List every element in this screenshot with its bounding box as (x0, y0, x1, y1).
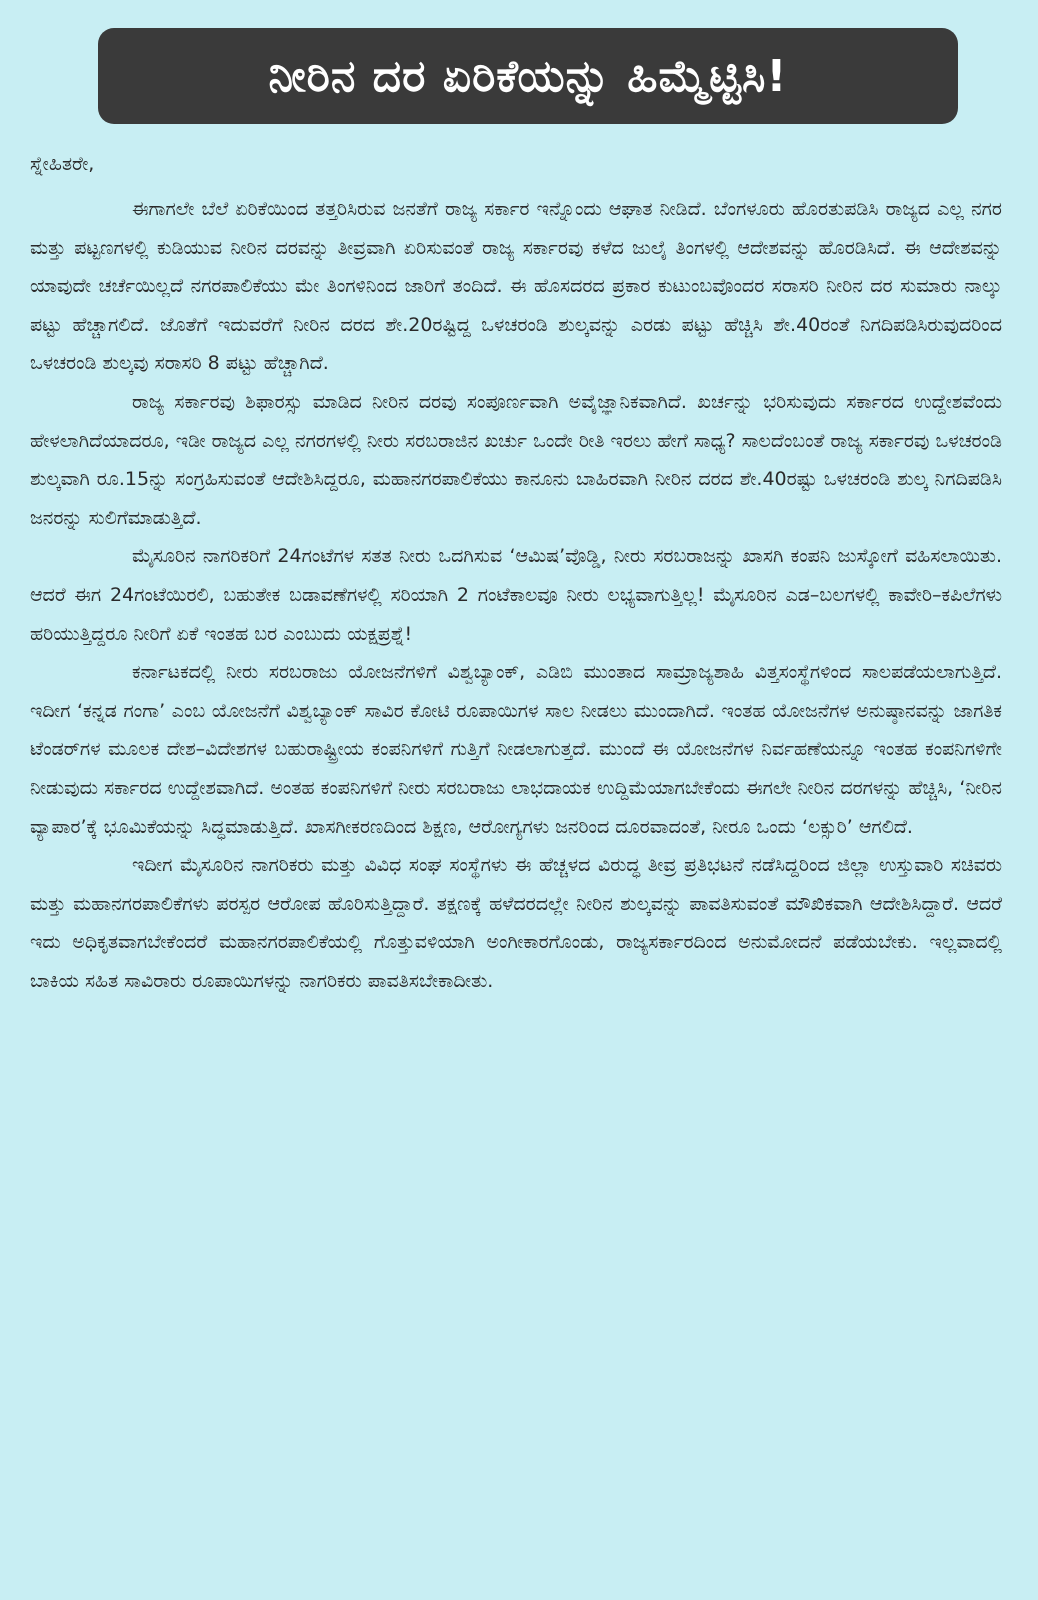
salutation: ಸ್ನೇಹಿತರೇ, (30, 153, 95, 175)
page-title: ನೀರಿನ ದರ ಏರಿಕೆಯನ್ನು ಹಿಮ್ಮೆಟ್ಟಿಸಿ! (268, 50, 788, 102)
paragraph: ರಾಜ್ಯ ಸರ್ಕಾರವು ಶಿಫಾರಸ್ಸು ಮಾಡಿದ ನೀರಿನ ದರವು ಸಂಪೂರ್ಣವಾಗಿ ಅವೈಜ್ಞಾನಿಕವಾಗಿದೆ. ಖರ್ಚನ್ನು ಭರಿಸುವುದು ಸರ್ಕಾರದ ಉದ್ದೇಶವೆಂದು ಹೇಳಲಾಗಿದೆಯಾದರೂ, ಇಡೀ ರಾಜ್ಯದ ಎಲ್ಲ ನಗರಗಳಲ್ಲಿ ನೀರು ಸರಬರಾಜಿನ ಖರ್ಚು ಒಂದೇ ರೀತಿ ಇರಲು ಹೇಗೆ ಸಾಧ್ಯ? ಸಾಲದೆಂಬಂತೆ ರಾಜ್ಯ ಸರ್ಕಾರವು ಒಳಚರಂಡಿ ಶುಲ್ಕವಾಗಿ ರೂ.15ನ್ನು ಸಂಗ್ರಹಿಸುವಂತೆ ಆದೇಶಿಸಿದ್ದರೂ, ಮಹಾನಗರಪಾಲಿಕೆಯು ಕಾನೂನು ಬಾಹಿರವಾಗಿ ನೀರಿನ ದರದ ಶೇ.40ರಷ್ಟು ಒಳಚರಂಡಿ ಶುಲ್ಕ ನಿಗದಿಪಡಿಸಿ ಜನರನ್ನು ಸುಲಿಗೆಮಾಡುತ್ತಿದೆ. (30, 390, 1002, 529)
paragraph: ಕರ್ನಾಟಕದಲ್ಲಿ ನೀರು ಸರಬರಾಜು ಯೋಜನೆಗಳಿಗೆ ವಿಶ್ವಬ್ಯಾಂಕ್, ಎಡಿಬಿ ಮುಂತಾದ ಸಾಮ್ರಾಜ್ಯಶಾಹಿ ವಿತ್ತಸಂಸ್ಥೆಗಳಿಂದ ಸಾಲಪಡೆಯಲಾಗುತ್ತಿದೆ. ಇದೀಗ ‘ಕನ್ನಡ ಗಂಗಾ’ ಎಂಬ ಯೋಜನೆಗೆ ವಿಶ್ವಬ್ಯಾಂಕ್ ಸಾವಿರ ಕೋಟಿ ರೂಪಾಯಿಗಳ ಸಾಲ ನೀಡಲು ಮುಂದಾಗಿದೆ. ಇಂತಹ ಯೋಜನೆಗಳ ಅನುಷ್ಠಾನವನ್ನು ಜಾಗತಿಕ ಟೆಂಡರ್‌ಗಳ ಮೂಲಕ ದೇಶ–ವಿದೇಶಗಳ ಬಹುರಾಷ್ಟ್ರೀಯ ಕಂಪನಿಗಳಿಗೆ ಗುತ್ತಿಗೆ ನೀಡಲಾಗುತ್ತದೆ. ಮುಂದೆ ಈ ಯೋಜನೆಗಳ ನಿರ್ವಹಣೆಯನ್ನೂ ಇಂತಹ ಕಂಪನಿಗಳಿಗೇ ನೀಡುವುದು ಸರ್ಕಾರದ ಉದ್ದೇಶವಾಗಿದೆ. ಅಂತಹ ಕಂಪನಿಗಳಿಗೆ ನೀರು ಸರಬರಾಜು ಲಾಭದಾಯಕ ಉದ್ದಿಮೆಯಾಗಬೇಕೆಂದು ಈಗಲೇ ನೀರಿನ ದರಗಳನ್ನು ಹೆಚ್ಚಿಸಿ, ‘ನೀರಿನ ವ್ಯಾಪಾರ’ಕ್ಕೆ ಭೂಮಿಕೆಯನ್ನು ಸಿದ್ಧಮಾಡುತ್ತಿದೆ. ಖಾಸಗೀಕರಣದಿಂದ ಶಿಕ್ಷಣ, ಆರೋಗ್ಯಗಳು ಜನರಿಂದ ದೂರವಾದಂತೆ, ನೀರೂ ಒಂದು ‘ಲಕ್ಸುರಿ’ ಆಗಲಿದೆ. (30, 661, 1002, 838)
article-body (30, 190, 1002, 1000)
title-banner (98, 28, 958, 124)
paragraph: ಇದೀಗ ಮೈಸೂರಿನ ನಾಗರಿಕರು ಮತ್ತು ವಿವಿಧ ಸಂಘ ಸಂಸ್ಥೆಗಳು ಈ ಹೆಚ್ಚಳದ ವಿರುದ್ಧ ತೀವ್ರ ಪ್ರತಿಭಟನೆ ನಡೆಸಿದ್ದರಿಂದ ಜಿಲ್ಲಾ ಉಸ್ತುವಾರಿ ಸಚಿವರು ಮತ್ತು ಮಹಾನಗರಪಾಲಿಕೆಗಳು ಪರಸ್ಪರ ಆರೋಪ ಹೊರಿಸುತ್ತಿದ್ದಾರೆ. ತಕ್ಷಣಕ್ಕೆ ಹಳೆದರದಲ್ಲೇ ನೀರಿನ ಶುಲ್ಕವನ್ನು ಪಾವತಿಸುವಂತೆ ಮೌಖಿಕವಾಗಿ ಆದೇಶಿಸಿದ್ದಾರೆ. ಆದರೆ ಇದು ಅಧಿಕೃತವಾಗಬೇಕೆಂದರೆ ಮಹಾನಗರಪಾಲಿಕೆಯಲ್ಲಿ ಗೊತ್ತುವಳಿಯಾಗಿ ಅಂಗೀಕಾರಗೊಂಡು, ರಾಜ್ಯಸರ್ಕಾರದಿಂದ ಅನುಮೋದನೆ ಪಡೆಯಬೇಕು. ಇಲ್ಲವಾದಲ್ಲಿ ಬಾಕಿಯ ಸಹಿತ ಸಾವಿರಾರು ರೂಪಾಯಿಗಳನ್ನು ನಾಗರಿಕರು ಪಾವತಿಸಬೇಕಾದೀತು. (30, 854, 1002, 992)
paragraph: ಈಗಾಗಲೇ ಬೆಲೆ ಏರಿಕೆಯಿಂದ ತತ್ತರಿಸಿರುವ ಜನತೆಗೆ ರಾಜ್ಯ ಸರ್ಕಾರ ಇನ್ನೊಂದು ಆಘಾತ ನೀಡಿದೆ. ಬೆಂಗಳೂರು ಹೊರತುಪಡಿಸಿ ರಾಜ್ಯದ ಎಲ್ಲ ನಗರ ಮತ್ತು ಪಟ್ಟಣಗಳಲ್ಲಿ ಕುಡಿಯುವ ನೀರಿನ ದರವನ್ನು ತೀವ್ರವಾಗಿ ಏರಿಸುವಂತೆ ರಾಜ್ಯ ಸರ್ಕಾರವು ಕಳೆದ ಜುಲೈ ತಿಂಗಳಲ್ಲಿ ಆದೇಶವನ್ನು ಹೊರಡಿಸಿದೆ. ಈ ಆದೇಶವನ್ನು ಯಾವುದೇ ಚರ್ಚೆಯಿಲ್ಲದೆ ನಗರಪಾಲಿಕೆಯು ಮೇ ತಿಂಗಳಿನಿಂದ ಜಾರಿಗೆ ತಂದಿದೆ. ಈ ಹೊಸದರದ ಪ್ರಕಾರ ಕುಟುಂಬವೊಂದರ ಸರಾಸರಿ ನೀರಿನ ದರ ಸುಮಾರು ನಾಲ್ಕು ಪಟ್ಟು ಹೆಚ್ಚಾಗಲಿದೆ. ಜೊತೆಗೆ ಇದುವರೆಗೆ ನೀರಿನ ದರದ ಶೇ.20ರಷ್ಟಿದ್ದ ಒಳಚರಂಡಿ ಶುಲ್ಕವನ್ನು ಎರಡು ಪಟ್ಟು ಹೆಚ್ಚಿಸಿ ಶೇ.40ರಂತೆ ನಿಗದಿಪಡಿಸಿರುವುದರಿಂದ ಒಳಚರಂಡಿ ಶುಲ್ಕವು ಸರಾಸರಿ 8 ಪಟ್ಟು ಹೆಚ್ಚಾಗಿದೆ. (30, 198, 1002, 375)
paragraph: ಮೈಸೂರಿನ ನಾಗರಿಕರಿಗೆ 24ಗಂಟೆಗಳ ಸತತ ನೀರು ಒದಗಿಸುವ ‘ಆಮಿಷ’ವೊಡ್ಡಿ, ನೀರು ಸರಬರಾಜನ್ನು ಖಾಸಗಿ ಕಂಪನಿ ಜುಸ್ಕೋಗೆ ವಹಿಸಲಾಯಿತು. ಆದರೆ ಈಗ 24ಗಂಟೆಯಿರಲಿ, ಬಹುತೇಕ ಬಡಾವಣೆಗಳಲ್ಲಿ ಸರಿಯಾಗಿ 2 ಗಂಟೆಕಾಲವೂ ನೀರು ಲಭ್ಯವಾಗುತ್ತಿಲ್ಲ! ಮೈಸೂರಿನ ಎಡ–ಬಲಗಳಲ್ಲಿ ಕಾವೇರಿ–ಕಪಿಲೆಗಳು ಹರಿಯುತ್ತಿದ್ದರೂ ನೀರಿಗೆ ಏಕೆ ಇಂತಹ ಬರ ಎಂಬುದು ಯಕ್ಷಪ್ರಶ್ನೆ! (30, 545, 1002, 645)
